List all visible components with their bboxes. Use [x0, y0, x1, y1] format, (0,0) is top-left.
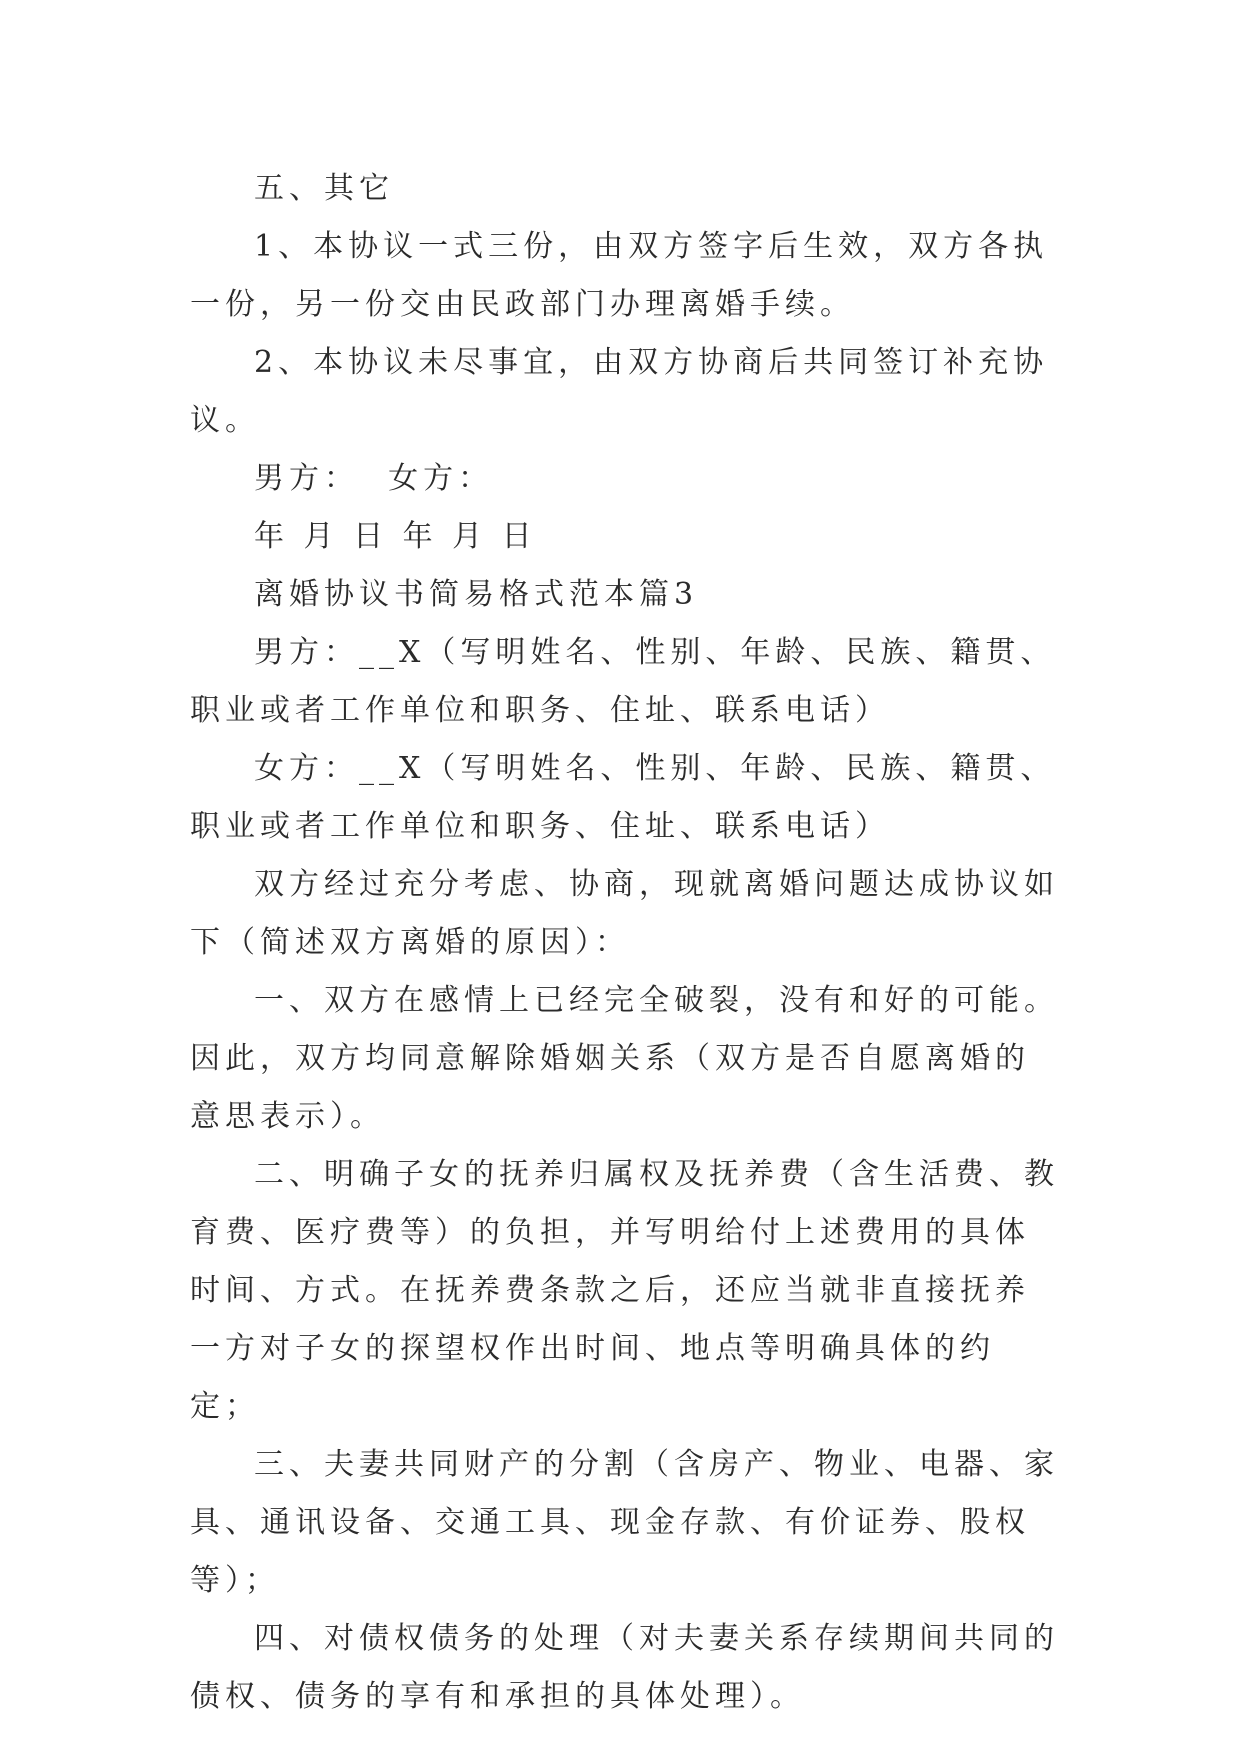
- paragraph-clause-one: 一、双方在感情上已经完全破裂，没有和好的可能。因此，双方均同意解除婚姻关系（双方是否自愿离婚的意思表示）。: [190, 983, 1059, 1134]
- paragraph-clause-four: 四、对债权债务的处理（对夫妻关系存续期间共同的债权、债务的享有和承担的具体处理）。: [190, 1621, 1059, 1714]
- paragraph-male-party: 男方：__X（写明姓名、性别、年龄、民族、籍贯、职业或者工作单位和职务、住址、联系电话）: [190, 635, 1056, 728]
- template-title: 离婚协议书简易格式范本篇3: [254, 577, 699, 612]
- section-heading-other: 五、其它: [254, 171, 394, 206]
- date-line: 年 月 日 年 月 日: [254, 519, 537, 554]
- document-body: [190, 160, 1060, 1726]
- signature-line: 男方： 女方：: [254, 461, 494, 496]
- paragraph-supplement-clause: 2、本协议未尽事宜，由双方协商后共同签订补充协议。: [190, 345, 1049, 438]
- paragraph-clause-three: 三、夫妻共同财产的分割（含房产、物业、电器、家具、通讯设备、交通工具、现金存款、有价证券、股权等）；: [190, 1447, 1059, 1598]
- paragraph-clause-two: 二、明确子女的抚养归属权及抚养费（含生活费、教育费、医疗费等）的负担，并写明给付上述费用的具体时间、方式。在抚养费条款之后，还应当就非直接抚养一方对子女的探望权作出时间、地点等明确具体的约定；: [190, 1157, 1059, 1424]
- paragraph-copies-clause: 1、本协议一式三份，由双方签字后生效，双方各执一份，另一份交由民政部门办理离婚手续。: [190, 229, 1049, 322]
- paragraph-agreement-intro: 双方经过充分考虑、协商，现就离婚问题达成协议如下（简述双方离婚的原因）：: [190, 867, 1059, 960]
- paragraph-female-party: 女方：__X（写明姓名、性别、年龄、民族、籍贯、职业或者工作单位和职务、住址、联系电话）: [190, 751, 1056, 844]
